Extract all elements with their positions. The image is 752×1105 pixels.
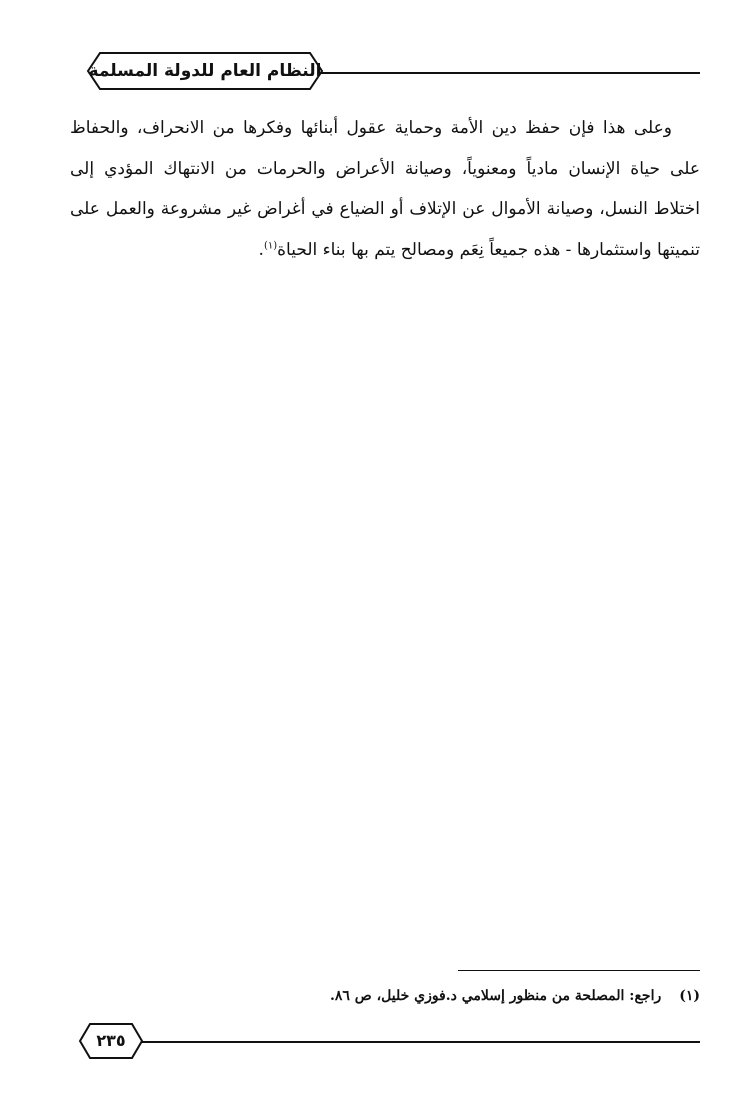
footnote-reference[interactable]: (١) bbox=[263, 239, 278, 251]
page-header bbox=[0, 0, 752, 110]
main-text bbox=[70, 108, 700, 270]
page-number-rule bbox=[140, 1041, 700, 1043]
running-title: النظام العام للدولة المسلمة bbox=[88, 61, 322, 81]
page-number-frame bbox=[78, 1022, 144, 1060]
body-paragraph bbox=[70, 108, 700, 270]
footnote bbox=[200, 985, 700, 1007]
footnote-text: راجع: المصلحة من منظور إسلامي د.فوزي خليل، ص ٨٦. bbox=[330, 988, 662, 1004]
header-title-frame bbox=[86, 51, 324, 91]
paragraph-text: وعلى هذا فإن حفظ دين الأمة وحماية عقول أبنائها وفكرها من الانحراف، والحفاظ على حياة الإنسان مادياً ومعنوياً، وصيانة الأعراض والحرمات من الانتهاك المؤدي إلى اختلاط النسل، وصيانة الأموال عن الإتلاف أو الضياع في أغراض غير مشروعة والعمل على تنميتها واستثمارها - هذه جميعاً نِعَم ومصالح يتم بها بناء الحياة bbox=[70, 118, 700, 260]
footnote-number: (١) bbox=[679, 988, 700, 1004]
footnote-separator bbox=[458, 970, 700, 971]
paragraph-end-mark: . bbox=[258, 239, 264, 260]
header-rule bbox=[318, 72, 700, 74]
page-number: ٢٣٥ bbox=[96, 1031, 126, 1050]
